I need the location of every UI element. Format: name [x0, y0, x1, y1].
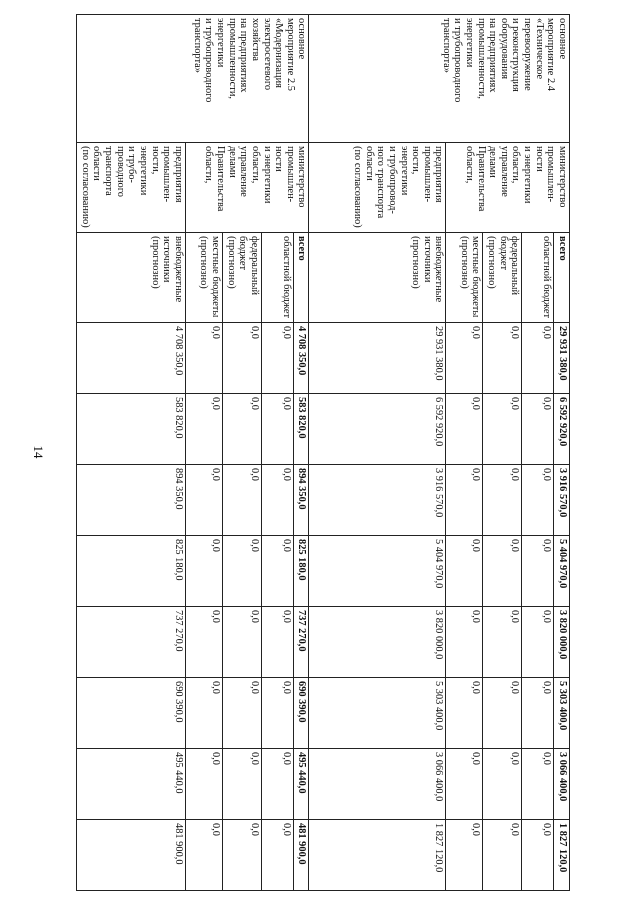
executor-line: транспорта [103, 146, 115, 196]
amount-cell: 0,0 [446, 465, 483, 536]
measure-title-line: основное [557, 18, 568, 60]
amount-cell: 894 350,0 [77, 465, 186, 536]
funding-source-cell: всего [554, 233, 570, 323]
amount-cell: 690 390,0 [293, 678, 309, 749]
amount-cell: 4 708 350,0 [77, 323, 186, 394]
amount-cell: 0,0 [522, 536, 554, 607]
amount-cell: 1 827 120,0 [554, 820, 570, 891]
amount-cell: 825 180,0 [293, 536, 309, 607]
measure-title-line: электросетевого [261, 18, 273, 91]
amount-cell: 1 827 120,0 [309, 820, 446, 891]
executor-line: (по согласованию) [351, 146, 363, 228]
executor-line: и энергетики [261, 146, 273, 204]
executor-line: проводного [114, 146, 126, 197]
amount-cell: 690 390,0 [77, 678, 186, 749]
amount-cell: 0,0 [185, 820, 222, 891]
amount-cell: 0,0 [483, 607, 522, 678]
page-number: 14 [31, 445, 46, 459]
executor-line: предприятия [172, 146, 184, 203]
amount-cell: 0,0 [222, 607, 261, 678]
amount-cell: 0,0 [261, 607, 293, 678]
measure-title-cell [77, 15, 309, 143]
amount-cell: 495 440,0 [293, 749, 309, 820]
amount-cell: 3 916 570,0 [309, 465, 446, 536]
executor-cell [185, 143, 309, 233]
funding-source-cell: внебюджетные источники (прогнозно) [309, 233, 446, 323]
measure-title-line: энергетики [214, 18, 226, 68]
executor-extra-cell [77, 143, 186, 233]
amount-cell: 583 820,0 [77, 394, 186, 465]
amount-cell: 0,0 [185, 465, 222, 536]
funding-source-cell: внебюджетные источники (прогнозно) [77, 233, 186, 323]
table-row [293, 15, 309, 891]
amount-cell: 0,0 [446, 749, 483, 820]
amount-cell: 825 180,0 [77, 536, 186, 607]
amount-cell: 0,0 [261, 678, 293, 749]
executor-line: промышлен- [545, 146, 557, 203]
amount-cell: 481 900,0 [77, 820, 186, 891]
amount-cell: 5 404 970,0 [309, 536, 446, 607]
amount-cell: 0,0 [261, 323, 293, 394]
funding-source-cell: федеральный бюджет (прогнозно) [222, 233, 261, 323]
funding-source-cell: областной бюджет [261, 233, 293, 323]
executor-line: управление [238, 146, 250, 197]
executor-line: промышлен- [421, 146, 433, 203]
amount-cell: 5 303 400,0 [309, 678, 446, 749]
amount-cell: 0,0 [185, 536, 222, 607]
amount-cell: 0,0 [261, 820, 293, 891]
amount-cell: 0,0 [483, 323, 522, 394]
amount-cell: 0,0 [222, 394, 261, 465]
measure-title-line: «Техническое [533, 18, 545, 80]
table-row [309, 15, 446, 891]
amount-cell: 0,0 [483, 465, 522, 536]
measure-title-line: оборудования [498, 18, 510, 80]
executor-line: министерство [557, 146, 568, 208]
executor-line: ности, [410, 146, 422, 175]
measure-title-line: и трубопроводного [452, 18, 464, 103]
executor-line: энергетики [398, 146, 410, 196]
executor-line: области, [203, 146, 215, 184]
executor-extra-cell [309, 143, 446, 233]
amount-cell: 0,0 [522, 678, 554, 749]
amount-cell: 0,0 [446, 607, 483, 678]
amount-cell: 0,0 [522, 394, 554, 465]
funding-source-cell: областной бюджет [522, 233, 554, 323]
amount-cell: 0,0 [483, 536, 522, 607]
executor-line: и трубо- [126, 146, 138, 183]
measure-title-line: хозяйства [249, 18, 261, 61]
funding-source-cell: всего [293, 233, 309, 323]
table-row [554, 15, 570, 891]
measure-title-line: и трубопроводного [203, 18, 215, 103]
amount-cell: 0,0 [522, 820, 554, 891]
amount-cell: 0,0 [483, 394, 522, 465]
amount-cell: 894 350,0 [293, 465, 309, 536]
amount-cell: 4 708 350,0 [293, 323, 309, 394]
amount-cell: 0,0 [483, 820, 522, 891]
amount-cell: 0,0 [483, 749, 522, 820]
funding-source-cell: местные бюджеты (прогнозно) [185, 233, 222, 323]
measure-title-line: промышленности, [475, 18, 487, 99]
amount-cell: 583 820,0 [293, 394, 309, 465]
measure-title-line: основное [296, 18, 308, 60]
amount-cell: 3 916 570,0 [554, 465, 570, 536]
executor-line: промышлен- [161, 146, 173, 203]
amount-cell: 0,0 [222, 536, 261, 607]
amount-cell: 0,0 [261, 749, 293, 820]
amount-cell: 5 303 400,0 [554, 678, 570, 749]
executor-line: ного транспорта [375, 146, 387, 219]
amount-cell: 3 066 400,0 [554, 749, 570, 820]
amount-cell: 495 440,0 [77, 749, 186, 820]
amount-cell: 0,0 [222, 749, 261, 820]
amount-cell: 0,0 [185, 607, 222, 678]
measure-title-line: «Модернизация [273, 18, 285, 88]
measure-title-line: энергетики [463, 18, 475, 68]
executor-line: и энергетики [522, 146, 534, 204]
amount-cell: 3 820 000,0 [554, 607, 570, 678]
amount-cell: 29 931 380,0 [309, 323, 446, 394]
amount-cell: 3 066 400,0 [309, 749, 446, 820]
amount-cell: 737 270,0 [77, 607, 186, 678]
amount-cell: 0,0 [222, 820, 261, 891]
executor-line: промышлен- [284, 146, 296, 203]
executor-line: и трубопровод- [386, 146, 398, 214]
amount-cell: 5 404 970,0 [554, 536, 570, 607]
amount-cell: 3 820 000,0 [309, 607, 446, 678]
executor-line: области, [463, 146, 475, 184]
executor-line: делами [487, 146, 499, 178]
measure-title-line: и реконструкция [510, 18, 522, 92]
table-body [77, 15, 570, 891]
amount-cell: 0,0 [222, 323, 261, 394]
amount-cell: 0,0 [261, 536, 293, 607]
budget-table-sheet [70, 14, 570, 890]
measure-title-line: перевооружение [522, 18, 534, 91]
measure-title-line: на предприятиях [238, 18, 250, 93]
executor-line: области, [510, 146, 522, 184]
executor-line: энергетики [137, 146, 149, 196]
budget-table [76, 14, 570, 891]
executor-line: ности [533, 146, 545, 172]
measure-title-line: транспорта» [440, 18, 452, 73]
executor-line: области, [249, 146, 261, 184]
executor-line: (по согласованию) [79, 146, 91, 228]
amount-cell: 0,0 [446, 678, 483, 749]
executor-line: министерство [296, 146, 308, 208]
amount-cell: 0,0 [522, 465, 554, 536]
executor-line: делами [226, 146, 238, 178]
executor-line: ности [273, 146, 285, 172]
measure-title-line: мероприятие 2.4 [545, 18, 557, 91]
measure-title-line: транспорта» [191, 18, 203, 73]
amount-cell: 0,0 [185, 678, 222, 749]
amount-cell: 0,0 [522, 749, 554, 820]
amount-cell: 0,0 [222, 678, 261, 749]
executor-line: ности, [149, 146, 161, 175]
executor-line: Правительства [214, 146, 226, 212]
executor-line: предприятия [433, 146, 445, 203]
amount-cell: 0,0 [522, 323, 554, 394]
measure-title-line: промышленности, [226, 18, 238, 99]
amount-cell: 0,0 [522, 607, 554, 678]
measure-title-line: мероприятие 2.5 [284, 18, 296, 91]
amount-cell: 0,0 [446, 323, 483, 394]
funding-source-cell: федеральный бюджет (прогнозно) [483, 233, 522, 323]
executor-line: Правительства [475, 146, 487, 212]
amount-cell: 0,0 [446, 536, 483, 607]
amount-cell: 0,0 [222, 465, 261, 536]
executor-line: управление [498, 146, 510, 197]
amount-cell: 0,0 [446, 820, 483, 891]
funding-source-cell: местные бюджеты (прогнозно) [446, 233, 483, 323]
executor-cell [446, 143, 570, 233]
amount-cell: 6 592 920,0 [309, 394, 446, 465]
amount-cell: 0,0 [185, 394, 222, 465]
amount-cell: 0,0 [261, 465, 293, 536]
amount-cell: 737 270,0 [293, 607, 309, 678]
amount-cell: 0,0 [446, 394, 483, 465]
executor-line: области [363, 146, 375, 181]
amount-cell: 29 931 380,0 [554, 323, 570, 394]
amount-cell: 6 592 920,0 [554, 394, 570, 465]
amount-cell: 0,0 [185, 323, 222, 394]
executor-line: области [91, 146, 103, 181]
table-row [77, 15, 186, 891]
measure-title-cell [309, 15, 570, 143]
measure-title-line: на предприятиях [487, 18, 499, 93]
amount-cell: 0,0 [185, 749, 222, 820]
amount-cell: 0,0 [483, 678, 522, 749]
amount-cell: 0,0 [261, 394, 293, 465]
amount-cell: 481 900,0 [293, 820, 309, 891]
